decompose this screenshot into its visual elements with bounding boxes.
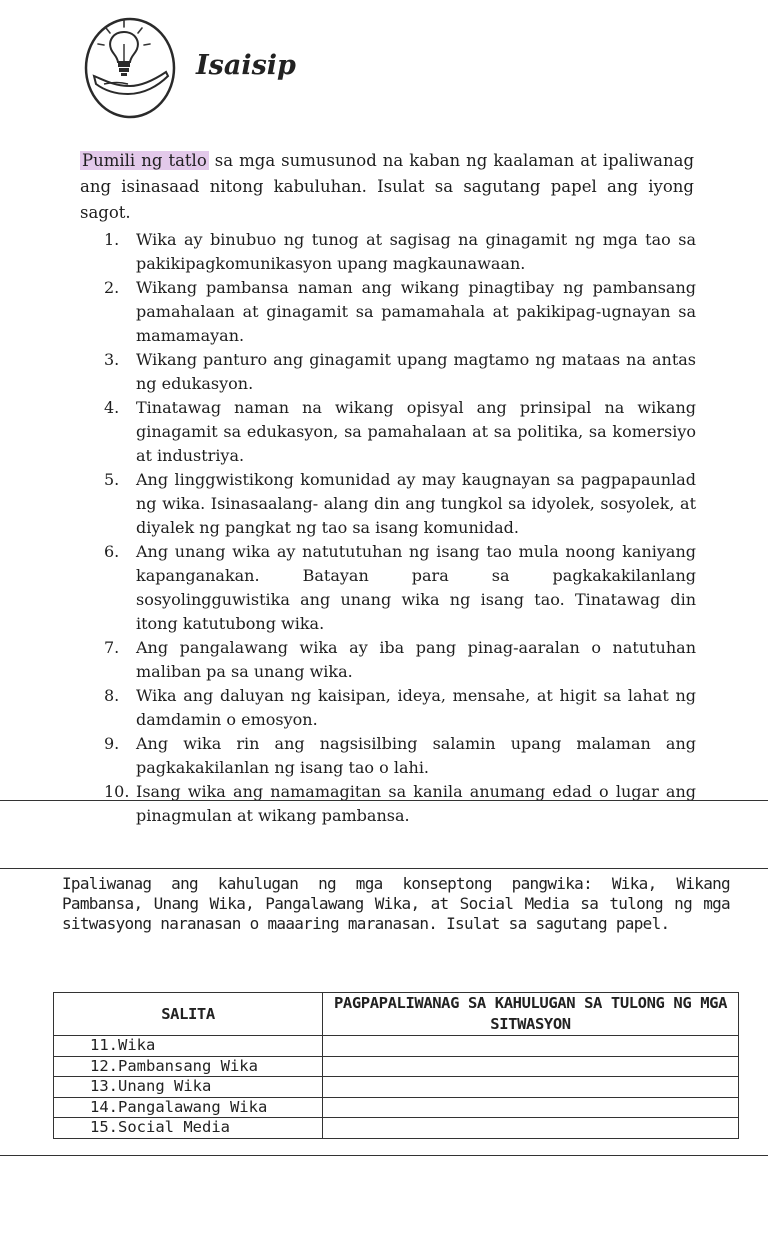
item-text: Isang wika ang namamagitan sa kanila anumang edad o lugar ang pinagmulan at wikang pambansa.	[136, 782, 696, 825]
answer-cell[interactable]	[323, 1056, 739, 1077]
item-number: 6.	[104, 542, 120, 561]
answer-cell[interactable]	[323, 1118, 739, 1139]
item-number: 2.	[104, 278, 120, 297]
word-cell: 14.Pangalawang Wika	[54, 1097, 323, 1118]
table-row	[54, 1056, 739, 1077]
item-number: 1.	[104, 230, 120, 249]
item-number: 10.	[104, 782, 130, 801]
divider	[0, 868, 768, 869]
instruction-paragraph	[80, 148, 694, 226]
answer-table	[53, 992, 739, 1139]
word-cell: 11.Wika	[54, 1036, 323, 1057]
instruction-text: sa mga sumusunod na kaban ng kaalaman at ipaliwanag ang isinasaad nitong kabuluhan. Isulat sa sagutang papel ang iyong sagot.	[80, 151, 695, 222]
highlighted-phrase: Pumili ng tatlo	[82, 151, 207, 170]
list-item	[104, 540, 696, 636]
list-item	[104, 684, 696, 732]
table-row	[54, 1097, 739, 1118]
item-number: 5.	[104, 470, 120, 489]
item-number: 8.	[104, 686, 120, 705]
table-row	[54, 1077, 739, 1098]
word-cell: 15.Social Media	[54, 1118, 323, 1139]
item-number: 4.	[104, 398, 120, 417]
item-text: Tinatawag naman na wikang opisyal ang prinsipal na wikang ginagamit sa edukasyon, sa pamahalaan at sa politika, sa komersiyo at industriya.	[136, 398, 696, 465]
item-text: Ang unang wika ay natututuhan ng isang tao mula noong kaniyang kapanganakan. Batayan para sa pagkakakilanlang sosyolingguwistika ang unang wika ng isang tao. Tinatawag din itong katutubong wika.	[136, 542, 696, 633]
list-item	[104, 636, 696, 684]
list-item	[104, 348, 696, 396]
table-header-row	[54, 993, 739, 1036]
answer-cell[interactable]	[323, 1036, 739, 1057]
item-text: Wika ay binubuo ng tunog at sagisag na ginagamit ng mga tao sa pakikipagkomunikasyon upang magkaunawaan.	[136, 230, 696, 273]
word-cell: 12.Pambansang Wika	[54, 1056, 323, 1077]
item-number: 9.	[104, 734, 120, 753]
column-header-pagpapaliwanag: PAGPAPALIWANAG SA KAHULUGAN SA TULONG NG MGA SITWASYON	[323, 993, 739, 1036]
list-item	[104, 732, 696, 780]
item-text: Ang pangalawang wika ay iba pang pinag-aaralan o natutuhan maliban pa sa unang wika.	[136, 638, 696, 681]
lightbulb-in-hand-icon	[84, 14, 180, 120]
item-text: Ang wika rin ang nagsisilbing salamin upang malaman ang pagkakakilanlan ng isang tao o lahi.	[136, 734, 696, 777]
answer-cell[interactable]	[323, 1077, 739, 1098]
table-row	[54, 1036, 739, 1057]
section-title: Isaisip	[196, 50, 296, 81]
item-text: Wikang panturo ang ginagamit upang magtamo ng mataas na antas ng edukasyon.	[136, 350, 696, 393]
list-item	[104, 780, 696, 828]
list-item	[104, 228, 696, 276]
item-text: Wika ang daluyan ng kaisipan, ideya, mensahe, at higit sa lahat ng damdamin o emosyon.	[136, 686, 696, 729]
column-header-salita: SALITA	[54, 993, 323, 1036]
item-number: 3.	[104, 350, 120, 369]
item-number: 7.	[104, 638, 120, 657]
answer-cell[interactable]	[323, 1097, 739, 1118]
divider	[0, 800, 768, 801]
table-row	[54, 1118, 739, 1139]
second-instruction: Ipaliwanag ang kahulugan ng mga konseptong pangwika: Wika, Wikang Pambansa, Unang Wika, Pangalawang Wika, at Social Media sa tulong ng mga sitwasyong naranasan o maaaring maranasan. Isulat sa sagutang papel.	[62, 874, 730, 933]
list-item	[104, 396, 696, 468]
list-item	[104, 468, 696, 540]
item-text: Ang linggwistikong komunidad ay may kaugnayan sa pagpapaunlad ng wika. Isinasaalang- alang din ang tungkol sa idyolek, sosyolek, at diyalek ng pangkat ng tao sa isang komunidad.	[136, 470, 696, 537]
item-text: Wikang pambansa naman ang wikang pinagtibay ng pambansang pamahalaan at ginagamit sa pamamahala at pakikipag-ugnayan sa mamamayan.	[136, 278, 696, 345]
list-item	[104, 276, 696, 348]
divider	[0, 1155, 768, 1156]
concept-list	[104, 228, 696, 828]
word-cell: 13.Unang Wika	[54, 1077, 323, 1098]
